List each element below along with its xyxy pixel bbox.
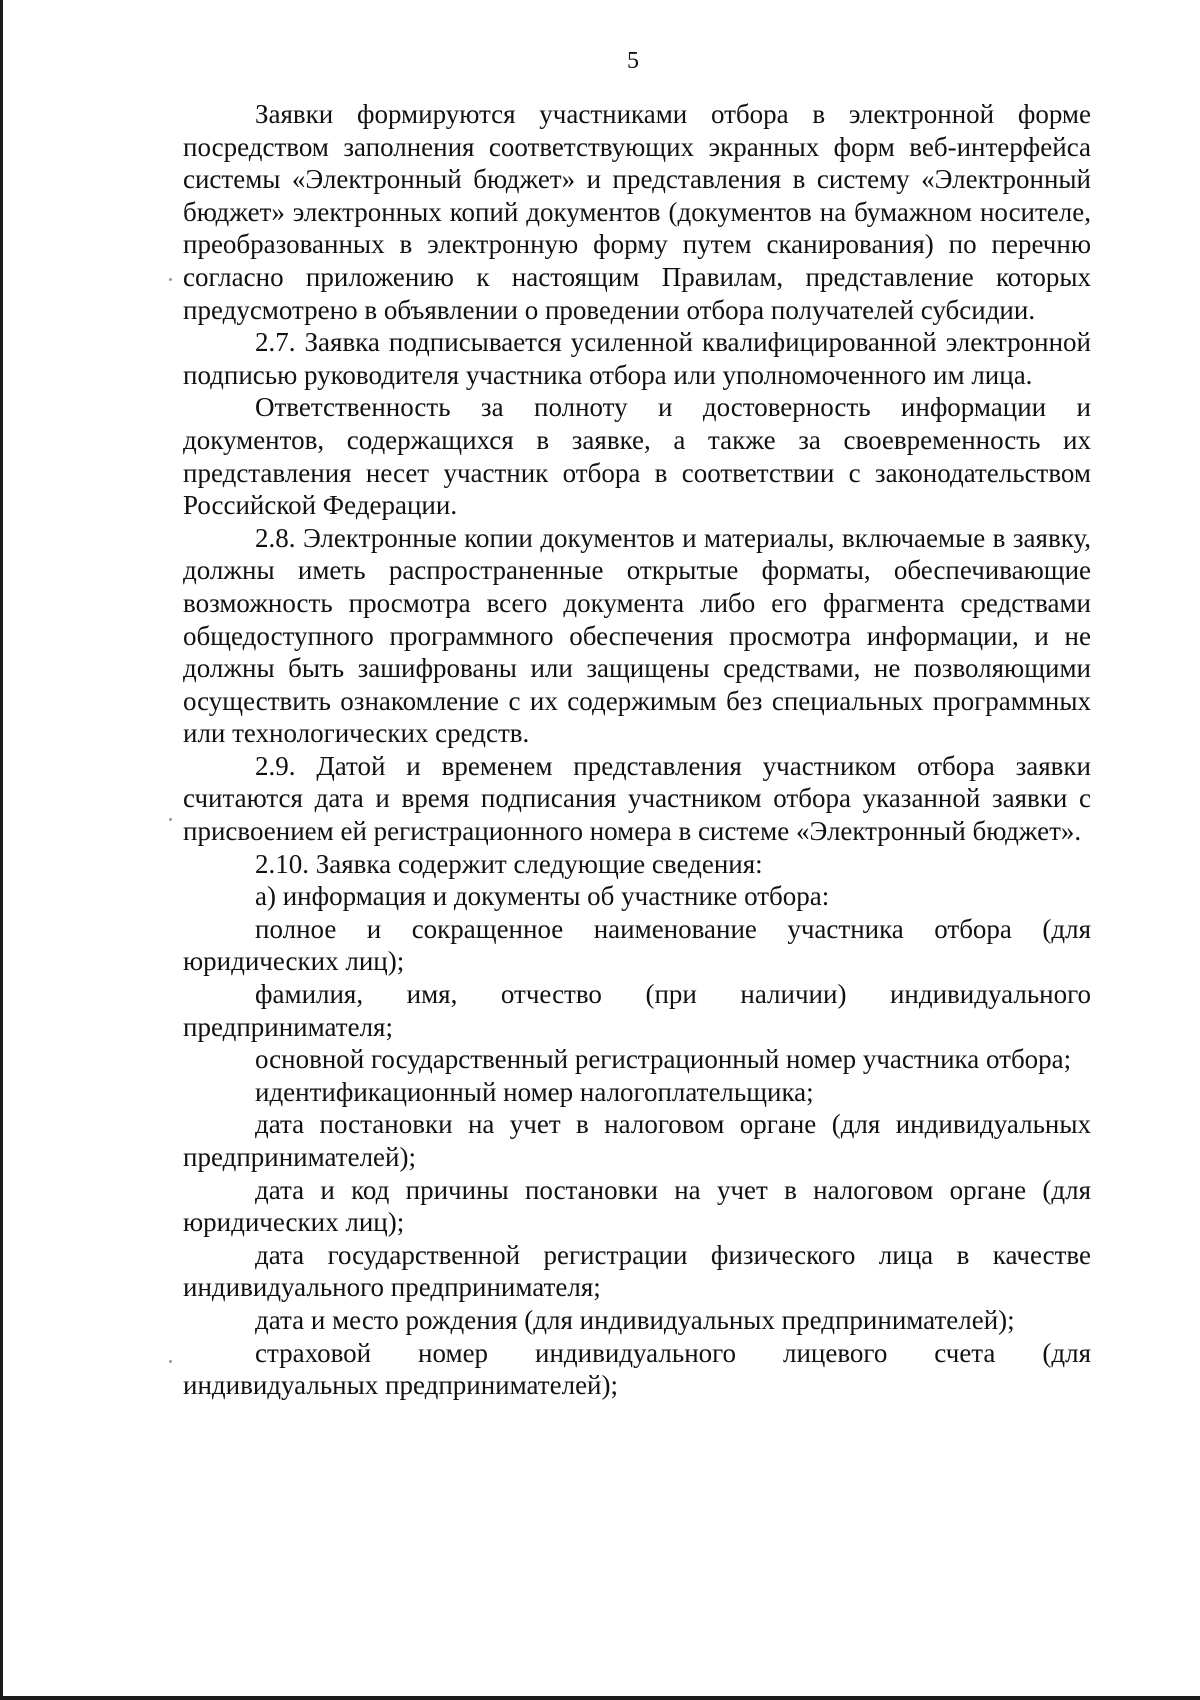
list-item-ogrn: основной государственный регистрационный номер участника отбора; <box>255 1044 1072 1075</box>
scan-speck <box>169 1360 172 1363</box>
page-number: 5 <box>627 48 639 74</box>
list-heading-a: а) информация и документы об участнике отбора: <box>255 881 830 912</box>
paragraph-2-8: 2.8. Электронные копии документов и материалы, включаемые в заявку, должны иметь распространенные открытые форматы, обеспечивающие возможность просмотра всего документа либо его фрагмента средствами общедоступного программного обеспечения просмотра информации, и не должны быть зашифрованы или защищены средствами, не позволяющими осуществить ознакомление с их содержимым без специальных программных или технологических средств. <box>183 522 1091 749</box>
document-body <box>183 98 1091 1402</box>
paragraph-applications-formation: Заявки формируются участниками отбора в электронной форме посредством заполнения соответствующих экранных форм веб-интерфейса системы «Электронный бюджет» и представления в систему «Электронный бюджет» электронных копий документов (документов на бумажном носителе, преобразованных в электронную форму путем сканирования) по перечню согласно приложению к настоящим Правилам, представление которых предусмотрено в объявлении о проведении отбора получателей субсидии. <box>183 99 1091 325</box>
paragraph-responsibility: Ответственность за полноту и достоверность информации и документов, содержащихся в заявке, а также за своевременность их представления несет участник отбора в соответствии с законодательством Российской Федерации. <box>183 392 1091 521</box>
list-item-name: полное и сокращенное наименование участника отбора (для юридических лиц); <box>183 913 1091 977</box>
list-item-state-registration-date: дата государственной регистрации физического лица в качестве индивидуального предпринимателя; <box>183 1239 1091 1303</box>
list-item-tax-registration-date: дата постановки на учет в налоговом органе (для индивидуальных предпринимателей); <box>183 1109 1091 1172</box>
scan-speck <box>169 278 172 281</box>
list-item-kpp: дата и код причины постановки на учет в налоговом органе (для юридических лиц); <box>183 1174 1091 1238</box>
list-item-full-name: фамилия, имя, отчество (при наличии) индивидуального предпринимателя; <box>183 979 1091 1042</box>
scan-speck <box>169 818 172 821</box>
paragraph-2-9: 2.9. Датой и временем представления участником отбора заявки считаются дата и время подписания участником отбора указанной заявки с присвоением ей регистрационного номера в системе «Электронный бюджет». <box>183 750 1091 847</box>
list-item-inn: идентификационный номер налогоплательщика; <box>255 1076 814 1107</box>
paragraph-2-10: 2.10. Заявка содержит следующие сведения: <box>255 848 763 879</box>
list-item-snils: страховой номер индивидуального лицевого счета (для индивидуальных предпринимателей); <box>183 1337 1091 1401</box>
list-item-birth: дата и место рождения (для индивидуальных предпринимателей); <box>255 1304 1015 1335</box>
paragraph-2-7: 2.7. Заявка подписывается усиленной квалифицированной электронной подписью руководителя участника отбора или уполномоченного им лица. <box>183 327 1091 390</box>
